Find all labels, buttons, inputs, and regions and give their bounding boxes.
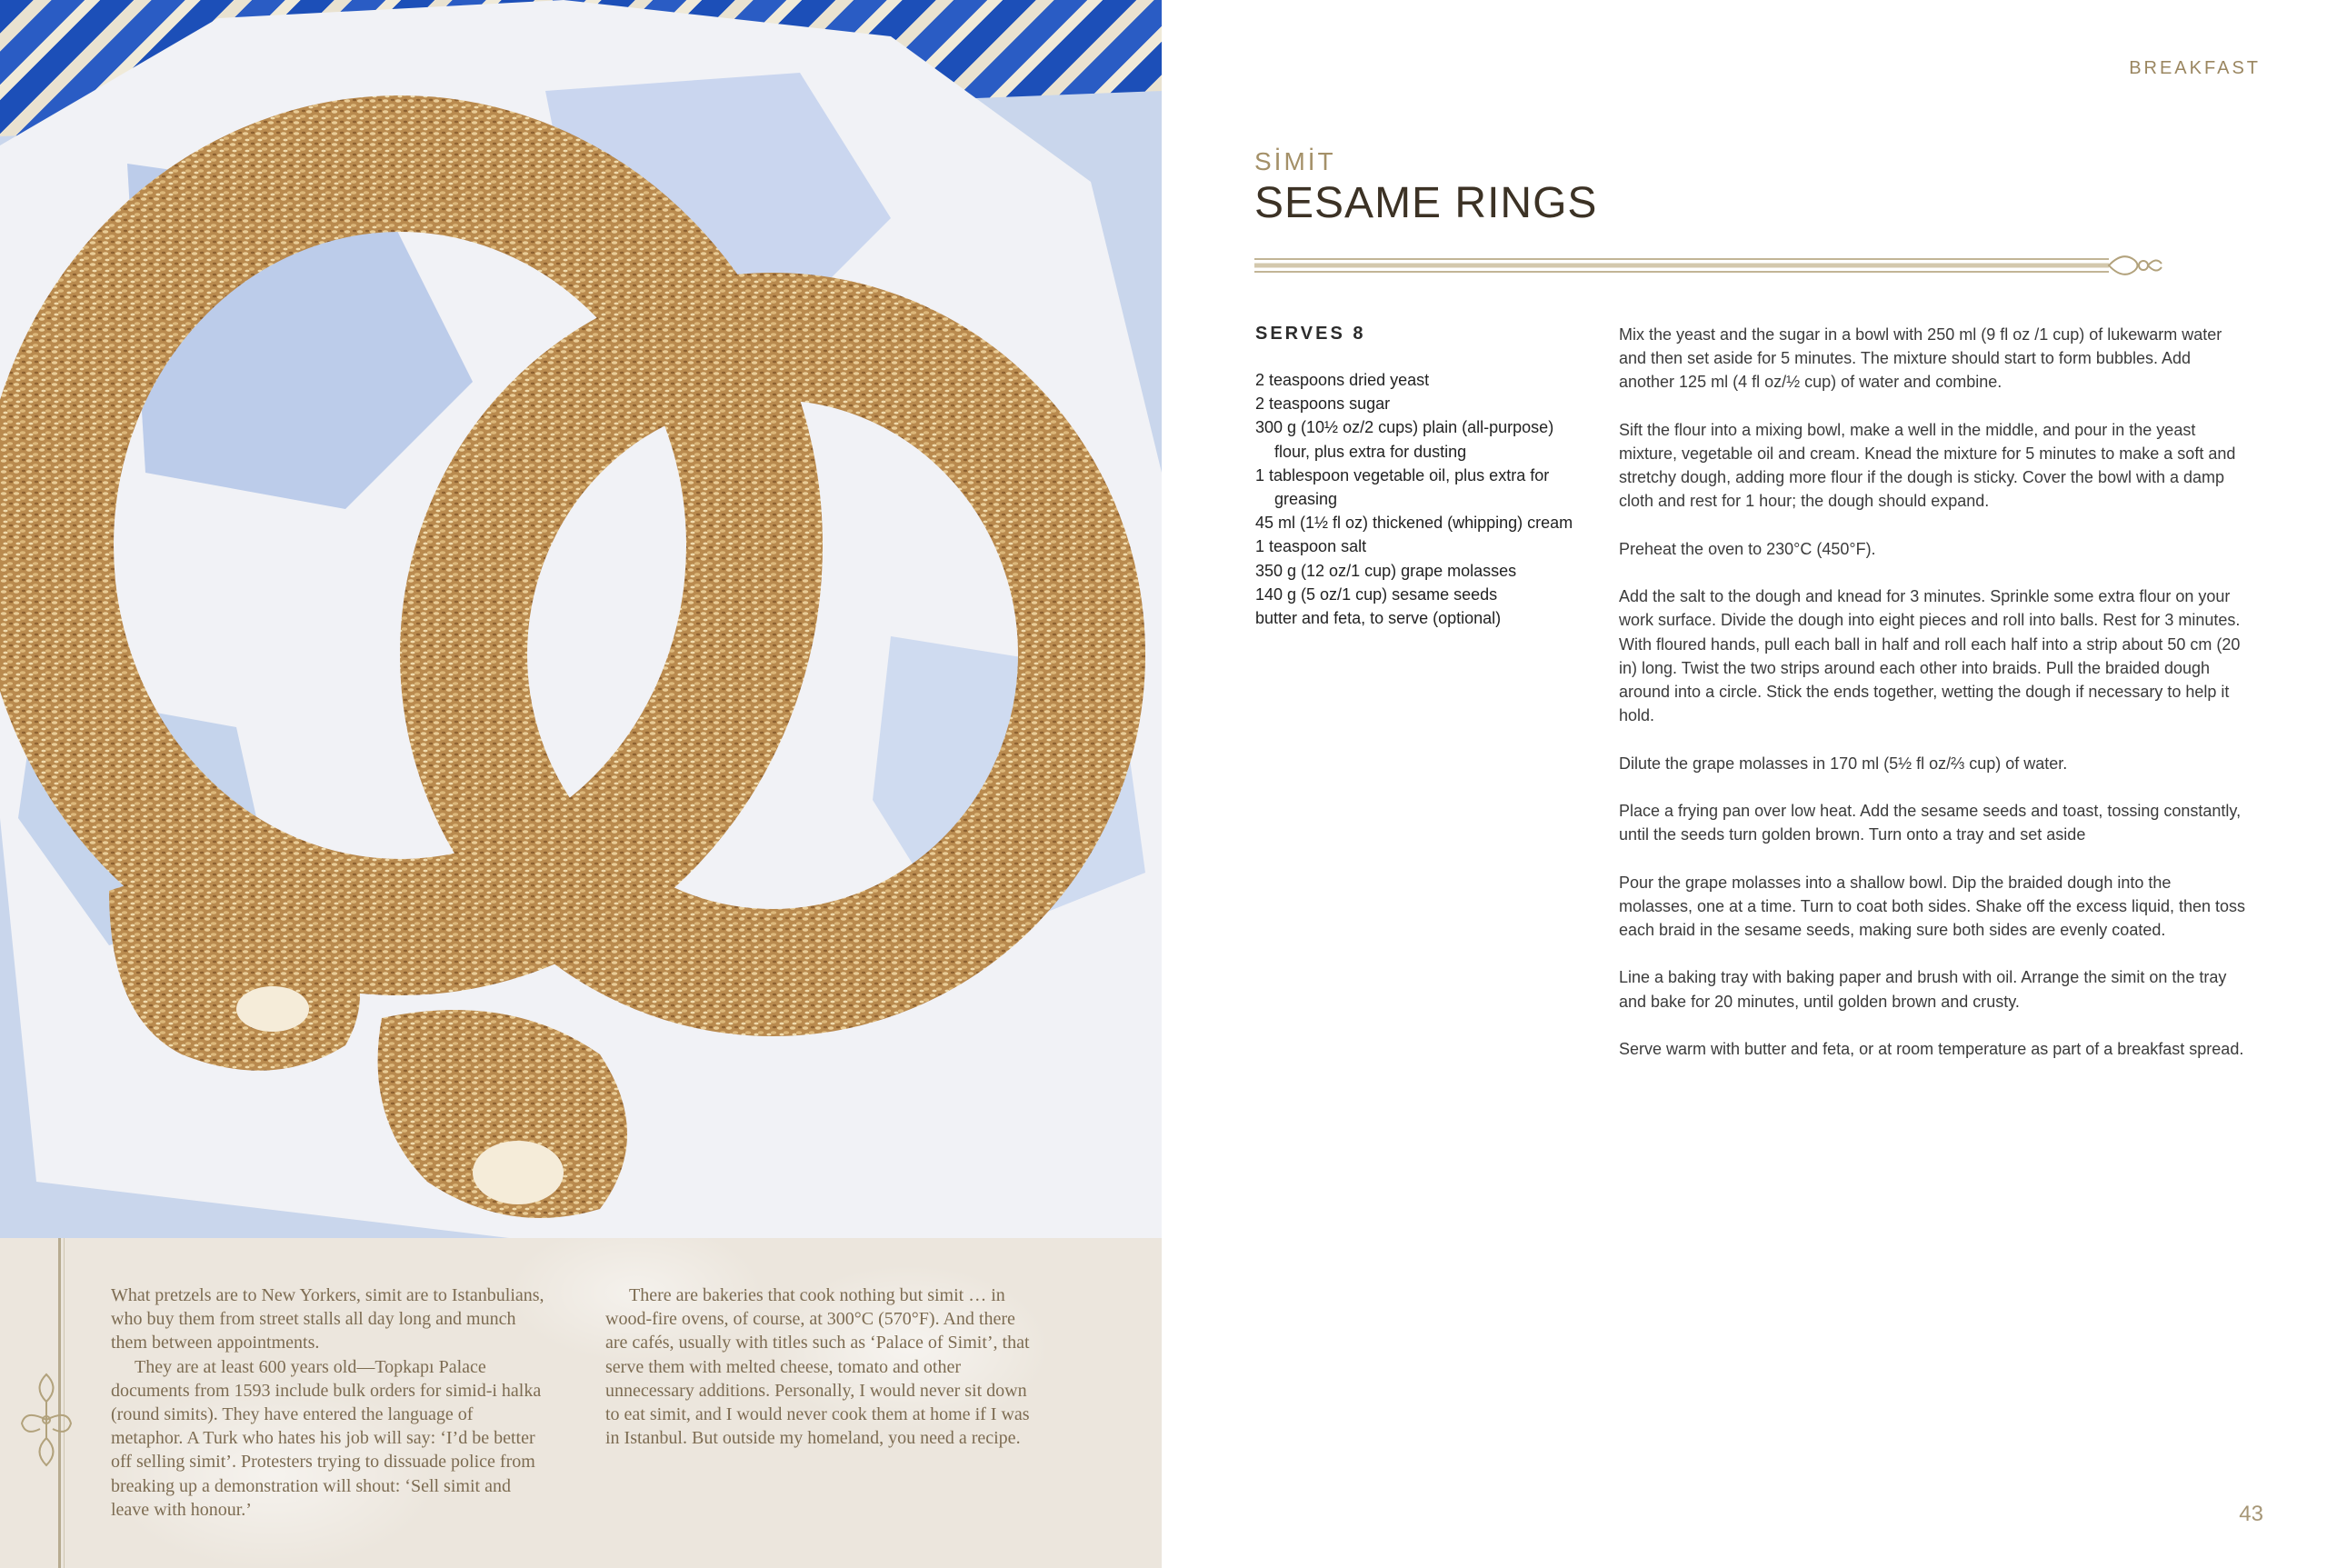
ingredient-item: 350 g (12 oz/1 cup) grape molasses [1255, 561, 1517, 580]
scroll-ornament-icon [1254, 249, 2163, 280]
story-column-right [605, 1283, 1042, 1450]
story-column-left [111, 1283, 547, 1522]
method-step: Line a baking tray with baking paper and brush with oil. Arrange the simit on the tray and bake for 20 minutes, until golden brown and crusty. [1619, 968, 2227, 1011]
ingredient-item: 45 ml (1½ fl oz) thickened (whipping) cream [1255, 514, 1573, 533]
story-paragraph: They are at least 600 years old—Topkapı Palace documents from 1593 include bulk orders for simid-i halka (round simits). They have entered the language of metaphor. A Turk who hates his job will say: ‘I’d be better off selling simit’. Protesters trying to dissuade police from breaking up a demonstration will shout: ‘Sell simit and leave with honour.’ [111, 1356, 542, 1520]
ingredient-item: 300 g (10½ oz/2 cups) plain (all-purpose) flour, plus extra for dusting [1255, 418, 1554, 461]
method-step: Serve warm with butter and feta, or at room temperature as part of a breakfast spread. [1619, 1039, 2244, 1058]
method-step: Preheat the oven to 230°C (450°F). [1619, 539, 1876, 558]
method-step: Sift the flour into a mixing bowl, make a well in the middle, and pour in the yeast mixture, vegetable oil and cream. Knead the mixture for 5 minutes to make a soft and stretchy dough, adding more flour if the dough is sticky. Cover the bowl with a damp cloth and rest for 1 hour; the dough should expand. [1619, 420, 2236, 511]
method-step: Pour the grape molasses into a shallow bowl. Dip the braided dough into the molasses, one at a time. Turn to coat both sides. Shake off the excess liquid, then toss each braid in the sesame seeds, making sure both sides are evenly coated. [1619, 873, 2246, 939]
recipe-title-local: SİMİT [1254, 147, 1336, 175]
serves-label: SERVES 8 [1255, 324, 1366, 344]
ingredient-item: 2 teaspoons sugar [1255, 394, 1391, 414]
section-label: BREAKFAST [2129, 58, 2261, 78]
left-page [0, 0, 1162, 1568]
ingredient-item: 2 teaspoons dried yeast [1255, 371, 1430, 389]
simit-photo [0, 0, 1162, 1238]
page-number: 43 [2239, 1502, 2263, 1526]
ingredient-item: 140 g (5 oz/1 cup) sesame seeds [1255, 584, 1498, 604]
ingredient-item: butter and feta, to serve (optional) [1255, 609, 1502, 628]
method-steps [1619, 323, 2246, 1084]
story-paragraph: What pretzels are to New Yorkers, simit are to Istanbulians, who buy them from street stalls all day long and munch them between appointments. [111, 1285, 544, 1353]
fleur-ornament-icon [15, 1365, 78, 1474]
recipe-title: SESAME RINGS [1254, 179, 1598, 227]
method-step: Place a frying pan over low heat. Add the sesame seeds and toast, tossing constantly, until the seeds turn golden brown. Turn onto a tray and set aside [1619, 801, 2242, 844]
ingredient-item: 1 teaspoon salt [1255, 537, 1367, 556]
simit-illustration [0, 0, 1162, 1238]
ingredient-list [1255, 368, 1583, 630]
method-step: Add the salt to the dough and knead for 3 minutes. Sprinkle some extra flour on your work surface. Divide the dough into eight pieces and roll into balls. Rest for 3 minutes. With floured hands, pull each ball in half and roll each half into a strip about 50 cm (20 in) long. Twist the two strips around each other into braids. Pull the braided dough around into a circle. Stick the ends together, wetting the dough if necessary to help it hold. [1619, 587, 2241, 725]
method-step: Dilute the grape molasses in 170 ml (5½ fl oz/⅔ cup) of water. [1619, 754, 2068, 773]
ingredient-item: 1 tablespoon vegetable oil, plus extra for greasing [1255, 465, 1550, 509]
story-paragraph: There are bakeries that cook nothing but simit … in wood-fire ovens, of course, at 300°C (570°F). And there are cafés, usually with titles such as ‘Palace of Simit’, that serve them with melted cheese, tomato and other unnecessary additions. Personally, I would never sit down to eat simit, and I would never cook them at home if I was in Istanbul. But outside my homeland, you need a recipe. [605, 1285, 1030, 1449]
method-step: Mix the yeast and the sugar in a bowl with 250 ml (9 fl oz /1 cup) of lukewarm water and then set aside for 5 minutes. The mixture should start to form bubbles. Add another 125 ml (4 fl oz/½ cup) of water and combine. [1619, 325, 2222, 392]
